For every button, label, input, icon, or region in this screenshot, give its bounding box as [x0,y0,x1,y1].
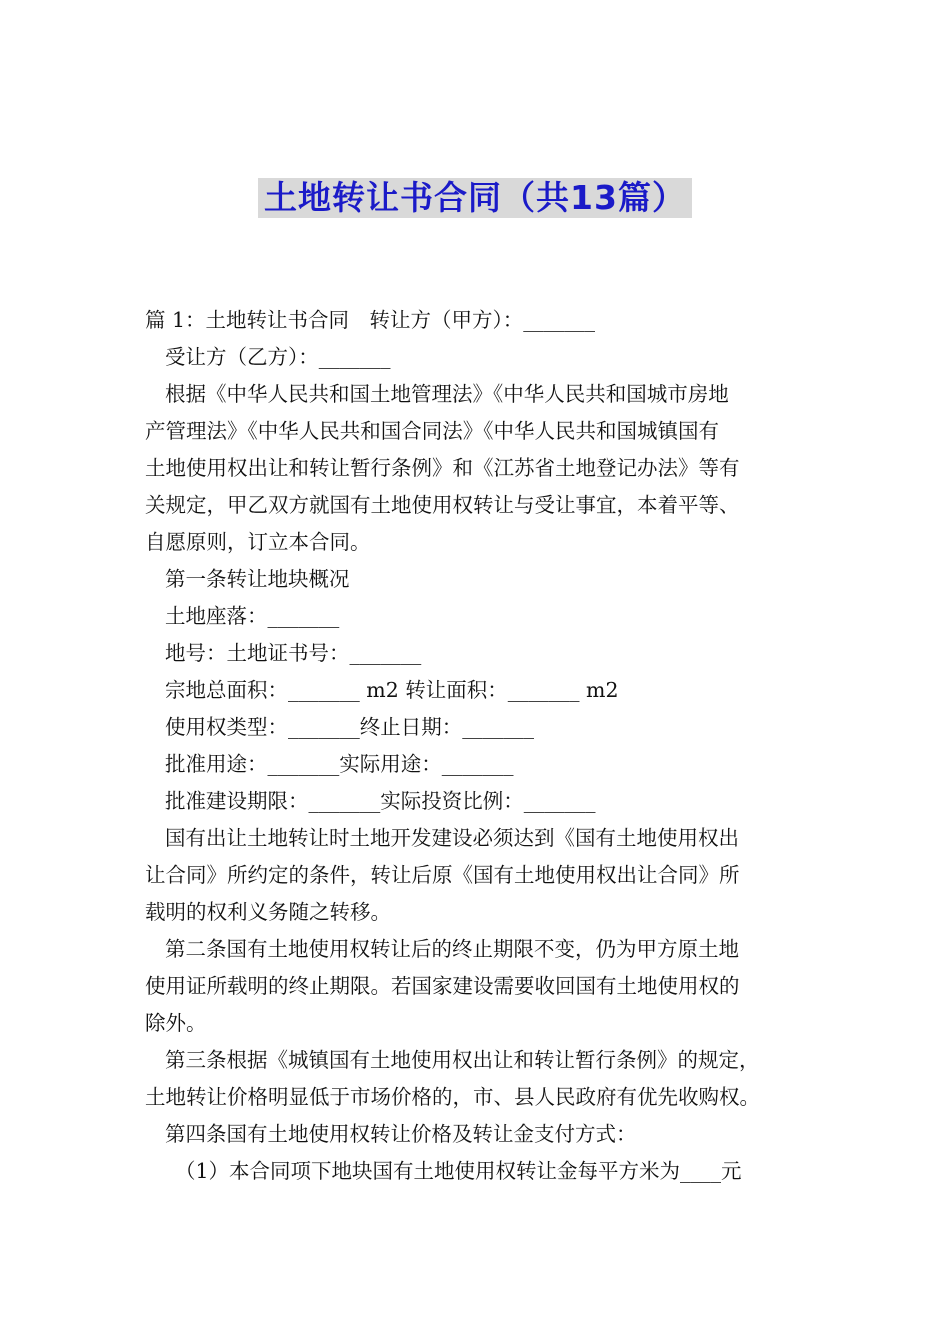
text-line: 土地转让价格明显低于市场价格的，市、县人民政府有优先收购权。 [145,1085,760,1109]
text-line: 篇 1：土地转让书合同 转让方（甲方）：_______ [145,308,596,332]
document-body [145,302,810,1190]
document-title: 土地转让书合同（共13篇） [258,178,692,218]
text-line: 关规定，甲乙双方就国有土地使用权转让与受让事宜，本着平等、 [145,493,740,517]
text-line: 让合同》所约定的条件，转让后原《国有土地使用权出让合同》所 [145,863,740,887]
text-line: 土地座落：_______ [165,604,340,628]
text-line: 除外。 [145,1011,207,1035]
text-line: 受让方（乙方）：_______ [165,345,391,369]
text-line: 使用证所载明的终止期限。若国家建设需要收回国有土地使用权的 [145,974,740,998]
text-line: 宗地总面积：_______ m2 转让面积：_______ m2 [165,678,619,702]
text-line: （1）本合同项下地块国有土地使用权转让金每平方米为____元 [175,1159,742,1183]
text-line: 自愿原则，订立本合同。 [145,530,371,554]
title-area [0,178,950,218]
text-line: 根据《中华人民共和国土地管理法》《中华人民共和国城市房地 [165,382,729,406]
text-line: 第三条根据《城镇国有土地使用权出让和转让暂行条例》的规定， [165,1048,760,1072]
text-line: 载明的权利义务随之转移。 [145,900,391,924]
text-line: 产管理法》《中华人民共和国合同法》《中华人民共和国城镇国有 [145,419,719,443]
text-line: 地号：土地证书号：_______ [165,641,422,665]
text-line: 土地使用权出让和转让暂行条例》和《江苏省土地登记办法》等有 [145,456,740,480]
text-line: 批准建设期限：_______实际投资比例：_______ [165,789,596,813]
text-line: 国有出让土地转让时土地开发建设必须达到《国有土地使用权出 [165,826,739,850]
text-line: 批准用途：_______实际用途：_______ [165,752,514,776]
text-line: 第四条国有土地使用权转让价格及转让金支付方式： [165,1122,637,1146]
text-line: 第一条转让地块概况 [165,567,350,591]
text-line: 第二条国有土地使用权转让后的终止期限不变，仍为甲方原土地 [165,937,739,961]
text-line: 使用权类型：_______终止日期：_______ [165,715,534,739]
